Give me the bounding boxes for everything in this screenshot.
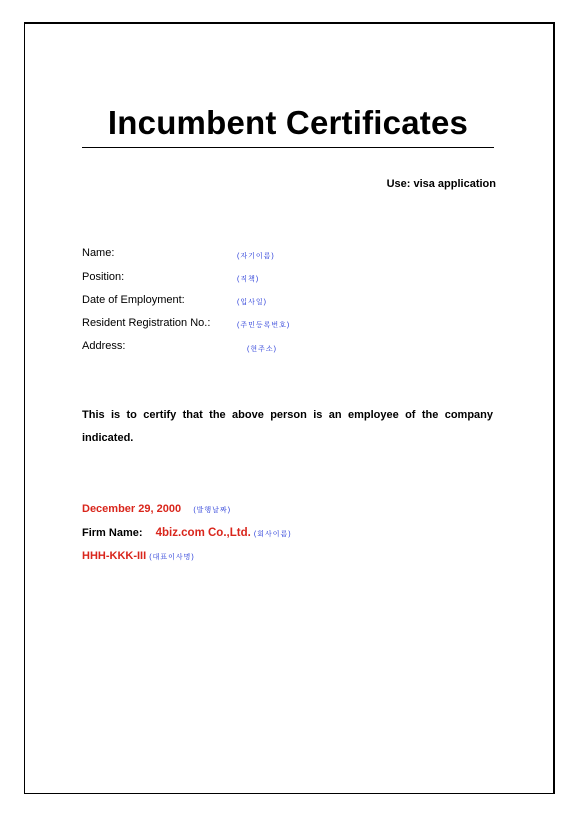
representative-name: HHH-KKK-III: [82, 550, 147, 562]
field-hint-name: (자기이름): [237, 253, 275, 260]
field-label-resident-registration: Resident Registration No.:: [82, 317, 211, 329]
field-label-date-of-employment: Date of Employment:: [82, 294, 185, 306]
document-title: Incumbent Certificates: [107, 104, 469, 141]
issue-date-hint: (발행날짜): [193, 507, 232, 514]
field-label-position: Position:: [82, 271, 125, 283]
field-label-name: Name:: [82, 247, 115, 259]
field-hint-position: (직책): [237, 276, 260, 283]
issue-date: December 29, 2000: [82, 503, 182, 515]
field-hint-address: (현주소): [247, 346, 277, 353]
firm-name-line: [82, 527, 292, 539]
field-hint-date-of-employment: (입사일): [237, 299, 267, 306]
firm-value: 4biz.com Co.,Ltd.: [155, 527, 251, 539]
firm-label: Firm Name:: [82, 527, 143, 539]
field-hint-resident-registration: (주민등록번호): [237, 322, 291, 329]
representative-hint: (대표이사명): [149, 554, 195, 561]
representative-line: [82, 550, 195, 562]
issue-date-line: [82, 503, 231, 515]
certification-statement: This is to certify that the above person is an employee of the company indicated.: [82, 409, 493, 444]
use-line: Use: visa application: [386, 178, 496, 190]
title-underline: [82, 147, 494, 148]
field-label-address: Address:: [82, 340, 126, 352]
firm-hint: (회사이름): [253, 531, 292, 538]
